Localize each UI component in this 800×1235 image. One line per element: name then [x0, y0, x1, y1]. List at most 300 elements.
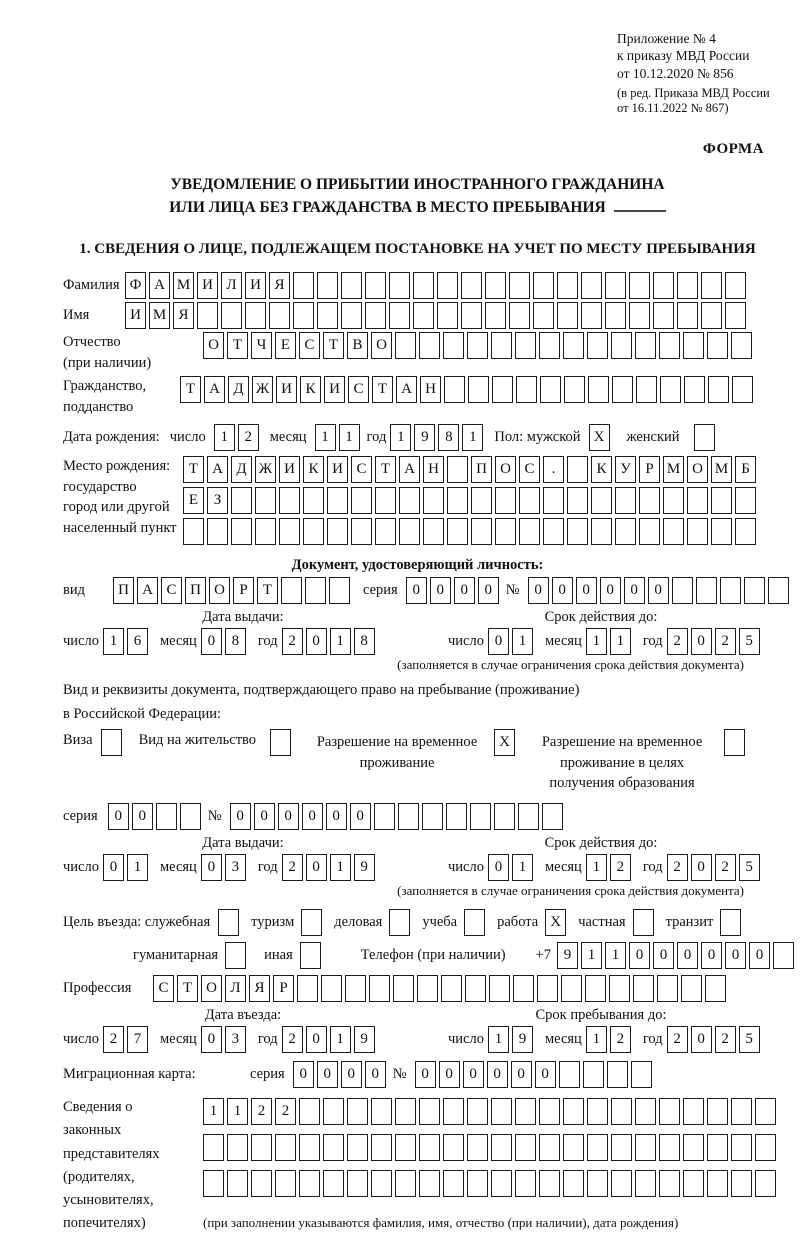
char-cell[interactable]	[317, 302, 338, 329]
char-cell[interactable]	[725, 272, 746, 299]
char-cell[interactable]	[681, 975, 702, 1002]
char-cell[interactable]	[683, 1098, 704, 1125]
char-cell[interactable]	[755, 1170, 776, 1197]
char-cell[interactable]: Т	[177, 975, 198, 1002]
char-cell[interactable]	[696, 577, 717, 604]
char-cell[interactable]: А	[399, 456, 420, 483]
char-cell[interactable]	[539, 1134, 560, 1161]
char-cell[interactable]	[607, 1061, 628, 1088]
char-cell[interactable]: В	[347, 332, 368, 359]
char-cell[interactable]	[293, 272, 314, 299]
char-cell[interactable]	[611, 1098, 632, 1125]
char-cell[interactable]: 0	[278, 803, 299, 830]
char-cell[interactable]: 0	[677, 942, 698, 969]
char-cell[interactable]	[615, 487, 636, 514]
residence-issue-day-cells[interactable]	[103, 854, 151, 881]
char-cell[interactable]	[755, 1098, 776, 1125]
representatives-cells-row1[interactable]	[203, 1098, 779, 1125]
char-cell[interactable]: 9	[557, 942, 578, 969]
char-cell[interactable]	[639, 487, 660, 514]
char-cell[interactable]: И	[125, 302, 146, 329]
char-cell[interactable]	[197, 302, 218, 329]
char-cell[interactable]: X	[589, 424, 610, 451]
char-cell[interactable]: И	[245, 272, 266, 299]
char-cell[interactable]: 0	[201, 1026, 222, 1053]
char-cell[interactable]	[347, 1098, 368, 1125]
char-cell[interactable]	[591, 518, 612, 545]
char-cell[interactable]: 2	[282, 854, 303, 881]
char-cell[interactable]: 1	[339, 424, 360, 451]
char-cell[interactable]: 1	[330, 628, 351, 655]
char-cell[interactable]: 2	[610, 1026, 631, 1053]
char-cell[interactable]	[659, 332, 680, 359]
char-cell[interactable]: И	[324, 376, 345, 403]
char-cell[interactable]	[567, 456, 588, 483]
char-cell[interactable]: Я	[249, 975, 270, 1002]
char-cell[interactable]	[293, 302, 314, 329]
char-cell[interactable]	[557, 302, 578, 329]
char-cell[interactable]: 0	[306, 628, 327, 655]
char-cell[interactable]: 0	[749, 942, 770, 969]
char-cell[interactable]	[611, 332, 632, 359]
char-cell[interactable]	[218, 909, 239, 936]
char-cell[interactable]	[537, 975, 558, 1002]
char-cell[interactable]	[539, 1170, 560, 1197]
char-cell[interactable]	[515, 1170, 536, 1197]
char-cell[interactable]: 0	[488, 628, 509, 655]
char-cell[interactable]	[279, 487, 300, 514]
char-cell[interactable]	[251, 1134, 272, 1161]
char-cell[interactable]: 2	[715, 628, 736, 655]
char-cell[interactable]: 0	[306, 854, 327, 881]
char-cell[interactable]	[519, 518, 540, 545]
char-cell[interactable]	[732, 376, 753, 403]
char-cell[interactable]: О	[203, 332, 224, 359]
char-cell[interactable]	[465, 975, 486, 1002]
char-cell[interactable]: М	[149, 302, 170, 329]
doc-issue-day-cells[interactable]	[103, 628, 151, 655]
char-cell[interactable]: 0	[430, 577, 451, 604]
char-cell[interactable]: Я	[173, 302, 194, 329]
char-cell[interactable]: 1	[214, 424, 235, 451]
char-cell[interactable]	[389, 302, 410, 329]
char-cell[interactable]	[711, 487, 732, 514]
citizenship-cells[interactable]	[180, 376, 756, 403]
char-cell[interactable]	[299, 1134, 320, 1161]
char-cell[interactable]	[156, 803, 177, 830]
char-cell[interactable]	[299, 1170, 320, 1197]
char-cell[interactable]	[768, 577, 789, 604]
char-cell[interactable]: М	[711, 456, 732, 483]
char-cell[interactable]	[629, 272, 650, 299]
char-cell[interactable]: 2	[238, 424, 259, 451]
char-cell[interactable]: 0	[454, 577, 475, 604]
char-cell[interactable]	[687, 487, 708, 514]
char-cell[interactable]: 1	[581, 942, 602, 969]
stay-month-cells[interactable]	[586, 1026, 634, 1053]
char-cell[interactable]: 8	[354, 628, 375, 655]
representatives-cells-row2[interactable]	[203, 1134, 779, 1161]
char-cell[interactable]	[422, 803, 443, 830]
char-cell[interactable]	[485, 302, 506, 329]
char-cell[interactable]	[701, 302, 722, 329]
char-cell[interactable]: 0	[230, 803, 251, 830]
char-cell[interactable]: 1	[330, 854, 351, 881]
char-cell[interactable]	[583, 1061, 604, 1088]
char-cell[interactable]	[677, 272, 698, 299]
char-cell[interactable]: О	[371, 332, 392, 359]
char-cell[interactable]: П	[185, 577, 206, 604]
char-cell[interactable]	[683, 1134, 704, 1161]
char-cell[interactable]: 1	[586, 854, 607, 881]
entry-day-cells[interactable]	[103, 1026, 151, 1053]
char-cell[interactable]: П	[113, 577, 134, 604]
char-cell[interactable]: 0	[306, 1026, 327, 1053]
char-cell[interactable]: 1	[610, 628, 631, 655]
char-cell[interactable]: 0	[201, 628, 222, 655]
char-cell[interactable]: Р	[273, 975, 294, 1002]
stay-day-cells[interactable]	[488, 1026, 536, 1053]
char-cell[interactable]	[707, 332, 728, 359]
char-cell[interactable]	[731, 332, 752, 359]
char-cell[interactable]	[365, 272, 386, 299]
char-cell[interactable]	[443, 1098, 464, 1125]
char-cell[interactable]	[270, 729, 291, 756]
char-cell[interactable]	[660, 376, 681, 403]
char-cell[interactable]	[533, 302, 554, 329]
char-cell[interactable]	[375, 518, 396, 545]
char-cell[interactable]: Д	[231, 456, 252, 483]
char-cell[interactable]	[375, 487, 396, 514]
char-cell[interactable]	[581, 302, 602, 329]
char-cell[interactable]	[203, 1134, 224, 1161]
char-cell[interactable]	[707, 1098, 728, 1125]
entry-month-cells[interactable]	[201, 1026, 249, 1053]
char-cell[interactable]	[395, 1170, 416, 1197]
char-cell[interactable]: 0	[326, 803, 347, 830]
char-cell[interactable]	[369, 975, 390, 1002]
char-cell[interactable]: 9	[414, 424, 435, 451]
char-cell[interactable]	[317, 272, 338, 299]
char-cell[interactable]	[540, 376, 561, 403]
char-cell[interactable]: 1	[462, 424, 483, 451]
char-cell[interactable]: Я	[269, 272, 290, 299]
char-cell[interactable]	[672, 577, 693, 604]
char-cell[interactable]	[446, 803, 467, 830]
char-cell[interactable]	[419, 1098, 440, 1125]
char-cell[interactable]	[419, 332, 440, 359]
char-cell[interactable]	[708, 376, 729, 403]
char-cell[interactable]	[447, 518, 468, 545]
char-cell[interactable]	[659, 1170, 680, 1197]
char-cell[interactable]: Т	[180, 376, 201, 403]
char-cell[interactable]	[299, 1098, 320, 1125]
char-cell[interactable]: 0	[576, 577, 597, 604]
char-cell[interactable]: 0	[201, 854, 222, 881]
char-cell[interactable]	[663, 518, 684, 545]
char-cell[interactable]: 9	[512, 1026, 533, 1053]
char-cell[interactable]: X	[494, 729, 515, 756]
char-cell[interactable]	[684, 376, 705, 403]
char-cell[interactable]	[345, 975, 366, 1002]
char-cell[interactable]: 0	[415, 1061, 436, 1088]
char-cell[interactable]	[413, 302, 434, 329]
char-cell[interactable]: Т	[323, 332, 344, 359]
char-cell[interactable]: 2	[715, 1026, 736, 1053]
char-cell[interactable]: С	[153, 975, 174, 1002]
residence-expiry-day-cells[interactable]	[488, 854, 536, 881]
char-cell[interactable]	[591, 487, 612, 514]
char-cell[interactable]	[321, 975, 342, 1002]
char-cell[interactable]: 0	[341, 1061, 362, 1088]
char-cell[interactable]: М	[173, 272, 194, 299]
char-cell[interactable]	[559, 1061, 580, 1088]
char-cell[interactable]: 1	[605, 942, 626, 969]
char-cell[interactable]	[470, 803, 491, 830]
profession-cells[interactable]	[153, 975, 729, 1002]
char-cell[interactable]: С	[348, 376, 369, 403]
char-cell[interactable]	[467, 1134, 488, 1161]
char-cell[interactable]	[683, 1170, 704, 1197]
char-cell[interactable]: 0	[317, 1061, 338, 1088]
char-cell[interactable]: 0	[302, 803, 323, 830]
checkbox-male[interactable]	[589, 424, 613, 451]
char-cell[interactable]	[180, 803, 201, 830]
char-cell[interactable]	[639, 518, 660, 545]
char-cell[interactable]: 9	[354, 854, 375, 881]
char-cell[interactable]: 0	[511, 1061, 532, 1088]
char-cell[interactable]	[231, 518, 252, 545]
residence-issue-year-cells[interactable]	[282, 854, 378, 881]
birth-month-cells[interactable]	[315, 424, 363, 451]
char-cell[interactable]: 0	[535, 1061, 556, 1088]
char-cell[interactable]: 1	[390, 424, 411, 451]
char-cell[interactable]	[513, 975, 534, 1002]
char-cell[interactable]: 0	[439, 1061, 460, 1088]
residence-series-cells[interactable]	[108, 803, 204, 830]
char-cell[interactable]	[735, 487, 756, 514]
char-cell[interactable]	[395, 1134, 416, 1161]
char-cell[interactable]	[563, 1170, 584, 1197]
char-cell[interactable]	[724, 729, 745, 756]
char-cell[interactable]: Т	[372, 376, 393, 403]
char-cell[interactable]	[485, 272, 506, 299]
phone-cells[interactable]	[557, 942, 797, 969]
char-cell[interactable]: И	[279, 456, 300, 483]
char-cell[interactable]: Е	[183, 487, 204, 514]
char-cell[interactable]	[633, 909, 654, 936]
char-cell[interactable]: 0	[487, 1061, 508, 1088]
char-cell[interactable]	[419, 1134, 440, 1161]
char-cell[interactable]	[543, 518, 564, 545]
birth-day-cells[interactable]	[214, 424, 262, 451]
char-cell[interactable]: 3	[225, 854, 246, 881]
char-cell[interactable]	[587, 1170, 608, 1197]
char-cell[interactable]: 0	[629, 942, 650, 969]
char-cell[interactable]: 7	[127, 1026, 148, 1053]
char-cell[interactable]: 0	[103, 854, 124, 881]
char-cell[interactable]: 2	[251, 1098, 272, 1125]
char-cell[interactable]	[707, 1134, 728, 1161]
char-cell[interactable]	[419, 1170, 440, 1197]
char-cell[interactable]: X	[545, 909, 566, 936]
residence-issue-month-cells[interactable]	[201, 854, 249, 881]
char-cell[interactable]	[705, 975, 726, 1002]
char-cell[interactable]: Т	[227, 332, 248, 359]
char-cell[interactable]	[581, 272, 602, 299]
char-cell[interactable]	[494, 803, 515, 830]
char-cell[interactable]	[365, 302, 386, 329]
char-cell[interactable]: 0	[701, 942, 722, 969]
char-cell[interactable]: Т	[183, 456, 204, 483]
char-cell[interactable]: К	[591, 456, 612, 483]
char-cell[interactable]	[563, 332, 584, 359]
char-cell[interactable]	[443, 1134, 464, 1161]
char-cell[interactable]: 1	[512, 854, 533, 881]
char-cell[interactable]	[323, 1134, 344, 1161]
char-cell[interactable]: П	[471, 456, 492, 483]
char-cell[interactable]	[492, 376, 513, 403]
char-cell[interactable]: 1	[512, 628, 533, 655]
checkbox-private[interactable]	[633, 909, 657, 936]
char-cell[interactable]	[516, 376, 537, 403]
char-cell[interactable]: 0	[478, 577, 499, 604]
char-cell[interactable]	[587, 1134, 608, 1161]
char-cell[interactable]	[773, 942, 794, 969]
char-cell[interactable]	[653, 302, 674, 329]
char-cell[interactable]	[471, 487, 492, 514]
char-cell[interactable]: 0	[648, 577, 669, 604]
char-cell[interactable]	[329, 577, 350, 604]
doc-issue-year-cells[interactable]	[282, 628, 378, 655]
char-cell[interactable]: А	[204, 376, 225, 403]
char-cell[interactable]	[183, 518, 204, 545]
char-cell[interactable]	[611, 1134, 632, 1161]
char-cell[interactable]	[447, 487, 468, 514]
checkbox-visa[interactable]	[101, 729, 125, 756]
char-cell[interactable]	[464, 909, 485, 936]
char-cell[interactable]	[398, 803, 419, 830]
char-cell[interactable]: С	[519, 456, 540, 483]
char-cell[interactable]	[609, 975, 630, 1002]
char-cell[interactable]: 1	[330, 1026, 351, 1053]
char-cell[interactable]	[543, 487, 564, 514]
char-cell[interactable]	[393, 975, 414, 1002]
given-name-cells[interactable]	[125, 302, 749, 329]
char-cell[interactable]	[351, 487, 372, 514]
char-cell[interactable]: И	[197, 272, 218, 299]
checkbox-business[interactable]	[389, 909, 413, 936]
char-cell[interactable]	[515, 1098, 536, 1125]
doc-expiry-month-cells[interactable]	[586, 628, 634, 655]
char-cell[interactable]	[731, 1134, 752, 1161]
char-cell[interactable]: М	[663, 456, 684, 483]
char-cell[interactable]	[518, 803, 539, 830]
doc-expiry-year-cells[interactable]	[667, 628, 763, 655]
char-cell[interactable]: 0	[691, 1026, 712, 1053]
char-cell[interactable]: 1	[315, 424, 336, 451]
char-cell[interactable]	[371, 1170, 392, 1197]
char-cell[interactable]: 2	[610, 854, 631, 881]
char-cell[interactable]	[461, 272, 482, 299]
checkbox-humanitarian[interactable]	[225, 942, 249, 969]
char-cell[interactable]: Д	[228, 376, 249, 403]
char-cell[interactable]: Ж	[255, 456, 276, 483]
char-cell[interactable]	[657, 975, 678, 1002]
char-cell[interactable]: 0	[254, 803, 275, 830]
char-cell[interactable]: 0	[488, 854, 509, 881]
birth-place-cells-row3[interactable]	[183, 518, 759, 545]
char-cell[interactable]	[663, 487, 684, 514]
char-cell[interactable]	[539, 332, 560, 359]
char-cell[interactable]	[207, 518, 228, 545]
char-cell[interactable]: 2	[282, 1026, 303, 1053]
checkbox-temp-residence-edu[interactable]	[724, 729, 748, 756]
char-cell[interactable]	[587, 332, 608, 359]
char-cell[interactable]: 0	[624, 577, 645, 604]
char-cell[interactable]	[563, 1134, 584, 1161]
char-cell[interactable]: 6	[127, 628, 148, 655]
char-cell[interactable]: 0	[653, 942, 674, 969]
char-cell[interactable]: Н	[420, 376, 441, 403]
char-cell[interactable]	[711, 518, 732, 545]
char-cell[interactable]	[489, 975, 510, 1002]
char-cell[interactable]	[281, 577, 302, 604]
char-cell[interactable]: 3	[225, 1026, 246, 1053]
char-cell[interactable]: Ж	[252, 376, 273, 403]
char-cell[interactable]	[441, 975, 462, 1002]
char-cell[interactable]: 1	[586, 1026, 607, 1053]
char-cell[interactable]	[491, 1170, 512, 1197]
char-cell[interactable]	[279, 518, 300, 545]
char-cell[interactable]: 2	[275, 1098, 296, 1125]
doc-expiry-day-cells[interactable]	[488, 628, 536, 655]
char-cell[interactable]: 2	[667, 1026, 688, 1053]
char-cell[interactable]: 2	[103, 1026, 124, 1053]
char-cell[interactable]	[341, 302, 362, 329]
char-cell[interactable]	[303, 518, 324, 545]
char-cell[interactable]	[539, 1098, 560, 1125]
char-cell[interactable]	[437, 302, 458, 329]
char-cell[interactable]	[605, 302, 626, 329]
char-cell[interactable]: 5	[739, 628, 760, 655]
char-cell[interactable]: 8	[438, 424, 459, 451]
birth-place-cells-row1[interactable]	[183, 456, 759, 483]
char-cell[interactable]: 1	[103, 628, 124, 655]
char-cell[interactable]	[509, 272, 530, 299]
char-cell[interactable]	[694, 424, 715, 451]
char-cell[interactable]: З	[207, 487, 228, 514]
char-cell[interactable]	[443, 332, 464, 359]
char-cell[interactable]	[389, 272, 410, 299]
char-cell[interactable]: Л	[225, 975, 246, 1002]
char-cell[interactable]: Т	[375, 456, 396, 483]
char-cell[interactable]: С	[351, 456, 372, 483]
doc-number-cells[interactable]	[528, 577, 792, 604]
char-cell[interactable]	[611, 1170, 632, 1197]
char-cell[interactable]	[755, 1134, 776, 1161]
char-cell[interactable]	[471, 518, 492, 545]
char-cell[interactable]	[231, 487, 252, 514]
char-cell[interactable]: 8	[225, 628, 246, 655]
birth-place-cells-row2[interactable]	[183, 487, 759, 514]
char-cell[interactable]	[395, 1098, 416, 1125]
char-cell[interactable]	[720, 909, 741, 936]
surname-cells[interactable]	[125, 272, 749, 299]
char-cell[interactable]: Л	[221, 272, 242, 299]
char-cell[interactable]	[515, 332, 536, 359]
char-cell[interactable]: 0	[528, 577, 549, 604]
